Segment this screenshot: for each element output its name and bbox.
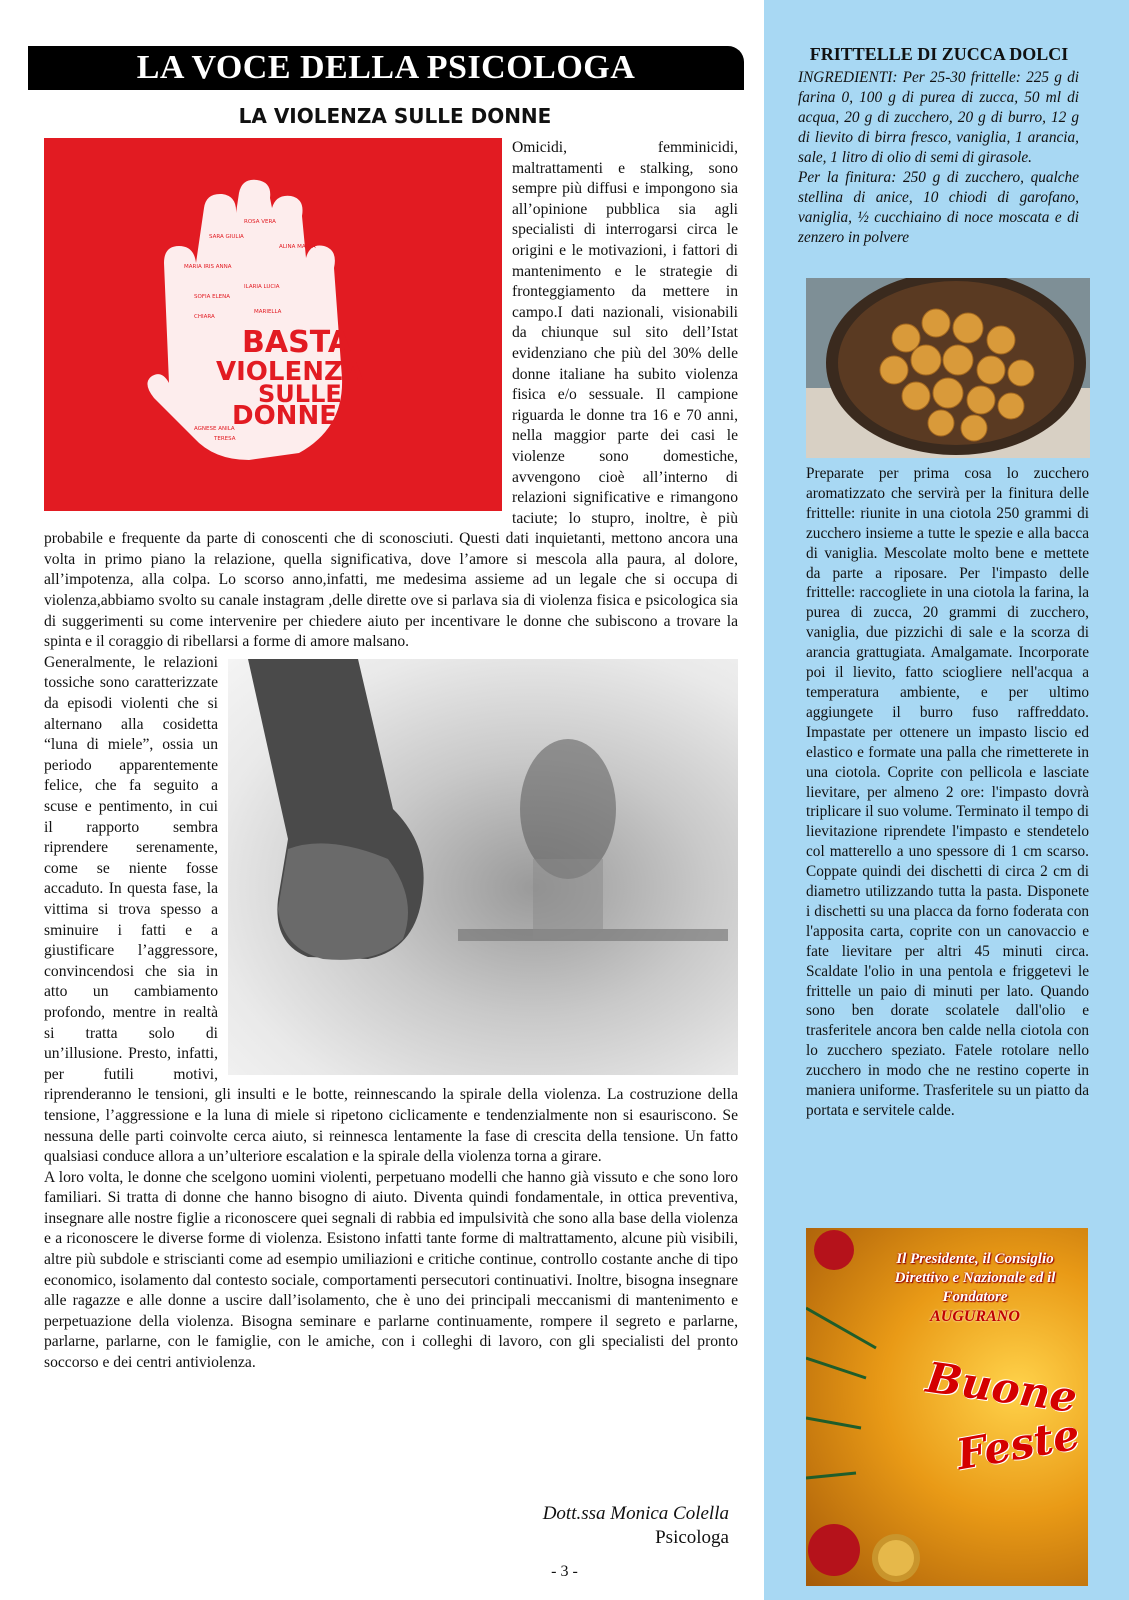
poster-word-2: VIOLENZA — [216, 357, 363, 387]
greeting-message — [870, 1250, 1080, 1327]
recipe-title: FRITTELLE DI ZUCCA DOLCI — [809, 44, 1069, 64]
article-paragraph: Generalmente, le relazioni tossiche sono caratterizzate da episodi violenti che si alternano alla cosidetta “luna di miele”, ossia un periodo apparentemente felice, che fa seguito a scuse e pentimento, in cui il rapporto sembra riprendere serenamente, come se niente fosse accaduto. In questa fase, la vittima si trova spesso a sminuire i fatti e a giustificare l’aggressore, convincendosi che sia in atto un cambiamento profondo, mentre in realtà si tratta solo di un’illusione. Presto, infatti, per futili motivi, riprenderanno le tensioni, gli insulti e le botte, reinnescando la spirale della violenza. La costruzione della tensione, l’aggressione e la luna di miele si ripetono ciclicamente e tendenzialmente non si esauriscono. Se nessuna delle parti coinvolte cerca aiuto, si reinnesca lentamente la fase di crescita della tensione. Un fatto qualsiasi conduce allora a un’ulteriore escalation e la spirale della violenza torna a girare. — [44, 653, 738, 1166]
greeting-verb: AUGURANO — [930, 1308, 1020, 1325]
article-title: LA VIOLENZA SULLE DONNE — [238, 104, 552, 128]
ingredients-text: INGREDIENTI: Per 25-30 frittelle: 225 g di farina 0, 100 g di purea di zucca, 50 ml di acqua, 20 g di zucchero, 20 g di burro, 12 g di lievito di birra fresco, vaniglia, 1 arancia, sale, 1 litro di olio di semi di girasole. — [798, 69, 1079, 166]
fritters-photo — [806, 278, 1090, 458]
stop-violence-poster-image — [44, 138, 502, 511]
article-paragraph: A loro volta, le donne che scelgono uomini violenti, perpetuano modelli che hanno già vissuto e che sono loro familiari. Si tratta di donne che hanno bisogno di aiuto. Diventa quindi fondamentale, in ottica preventiva, insegnare alle nostre figlie a riconoscere quei segnali di rabbia ed impulsività che sono alla base della violenza e a riconoscere le diverse forme di violenza. Esistono infatti tante forme di maltrattamento, alcune più visibili, altre più subdole e striscianti come ad esempio umiliazioni e critiche continue, controllo costante anche di tipo economico, isolamento dal contesto sociale, comportamenti persecutori continuativi. Inoltre, bisogna insegnare alle ragazze e alle donne a uscire dall’isolamento, che è uno dei principali meccanismi di mantenimento e perpetuazione della violenza. Bisogna seminare e parlarne continuamente, rompere il segreto e parlarne, parlarne, parlarne, con le famiglie, con le amiche, con i colleghi di lavoro, con gli specialisti del pronto soccorso e dei centri antiviolenza. — [44, 1168, 738, 1372]
svg-text:MARIA IRIS ANNA: MARIA IRIS ANNA — [184, 264, 232, 270]
finishing-text: Per la finitura: 250 g di zucchero, qualche stellina di anice, 10 chiodi di garofano, vaniglia, ½ cucchiaino di noce moscata e di zenzero in polvere — [798, 169, 1079, 246]
svg-text:ALINA MARTA: ALINA MARTA — [279, 244, 316, 250]
author-name: Dott.ssa Monica Colella — [542, 1503, 729, 1524]
article-paragraph: Omicidi, femminicidi, maltrattamenti e stalking, sono sempre più diffusi e impongono sia all’opinione pubblica sia agli specialisti di interrogarsi circa le origini e le motivazioni, i fattori di mantenimento e le strategie di fronteggiamento da mettere in campo.I dati nazionali, visionabili da chiunque sul sito dell’Istat evidenziano che più del 30% delle donne italiane ha subito violenza fisica e/o sessuale. Il campione riguarda le donne tra 16 e 70 anni, nella maggior parte dei casi le violenze sono domestiche, avvengono cioè all’interno di relazioni significative e rimangono taciute; lo stupro, inoltre, è più probabile e frequente da parte di conoscenti che di sconosciuti. Questi dati inquietanti, mettono ancora una volta in primo piano la relazione, quella significativa, dove l’amore si mescola alla paura, al dolore, all’impotenza, alla colpa. Lo scorso anno,infatti, me medesima assieme ad un legale che si occupa di violenza,abbiamo svolto su canale instagram ,delle dirette ove si parlava sia di violenza fisica e psicologica sia di suggerimenti su come intervenire per chiedere aiuto per incentivare le donne che subiscono a trovare la spinta e il coraggio di ribellarsi a forme di amore malsano. — [44, 139, 738, 651]
svg-text:AGNESE ANILA: AGNESE ANILA — [194, 426, 235, 432]
page-number: - 3 - — [551, 1563, 578, 1580]
section-masthead — [28, 46, 744, 90]
author-role: Psicologa — [655, 1527, 729, 1548]
svg-text:SARA GIULIA: SARA GIULIA — [209, 234, 244, 240]
poster-word-4: DONNE — [232, 401, 337, 431]
recipe-ingredients — [798, 68, 1079, 248]
clenched-fist-photo — [228, 659, 738, 1075]
svg-text:SOFIA ELENA: SOFIA ELENA — [194, 294, 231, 300]
holiday-greeting-card — [806, 1228, 1088, 1586]
svg-text:ROSA VERA: ROSA VERA — [244, 219, 276, 225]
greeting-senders: Il Presidente, il Consiglio Direttivo e Nazionale ed il Fondatore — [894, 1251, 1056, 1305]
svg-text:CHIARA: CHIARA — [194, 314, 215, 320]
greeting-wish-feste: Feste — [952, 1409, 1084, 1480]
greeting-wish-buone: Buone — [923, 1352, 1080, 1423]
article-body — [44, 138, 738, 1374]
svg-text:ILARIA LUCIA: ILARIA LUCIA — [244, 284, 280, 290]
poster-word-1: BASTA — [242, 325, 352, 360]
recipe-method: Preparate per prima cosa lo zucchero aromatizzato che servirà per la finitura delle frittelle: riunite in una ciotola 250 grammi di zucchero insieme a tutte le spezie e alla bacca di vaniglia. Mescolate molto bene e mettete da parte a riposare. Per l'impasto delle frittelle: raccogliete in una ciotola la farina, la purea di zucca, 20 grammi di zucchero, vaniglia, due pizzichi di sale e la scorza di arancia grattugiata. Amalgamate. Incorporate poi il lievito, fatto sciogliere nell'acqua a temperatura ambiente, e per ultimo aggiungete il burro fuso raffreddato. Impastate per ottenere un impasto liscio ed elastico e formate una palla che rimetterete in una ciotola. Coprite con pellicola e lasciate lievitare, per almeno 2 ore: l'impasto dovrà triplicare il suo volume. Terminato il tempo di lievitazione riprendete l'impasto e stendetelo col matterello a uno spessore di 1 cm scarso. Coppate quindi dei dischetti di circa 2 cm di diametro utilizzando tutta la pasta. Disponete i dischetti su una placca da forno foderata con l'apposita carta, coprite con un canovaccio e fate lievitare per altri 45 minuti circa. Scaldate l'olio in una pentola e friggetevi le frittelle un paio di minuti per lato. Quando sono ben dorate scolatele dall'olio e trasferitele ancora ben calde nella ciotola con lo zucchero speziato. Fatele rotolare nello zucchero in modo che ne restino coperte in maniera uniforme. Trasferitele su un piatto da portata e servitele calde. — [806, 465, 1089, 1119]
svg-text:MARIELLA: MARIELLA — [254, 309, 282, 315]
svg-text:TERESA: TERESA — [214, 436, 236, 442]
poster-word-3: SULLE — [258, 380, 342, 408]
section-title: LA VOCE DELLA PSICOLOGA — [136, 49, 636, 86]
hand-icon — [44, 138, 502, 511]
